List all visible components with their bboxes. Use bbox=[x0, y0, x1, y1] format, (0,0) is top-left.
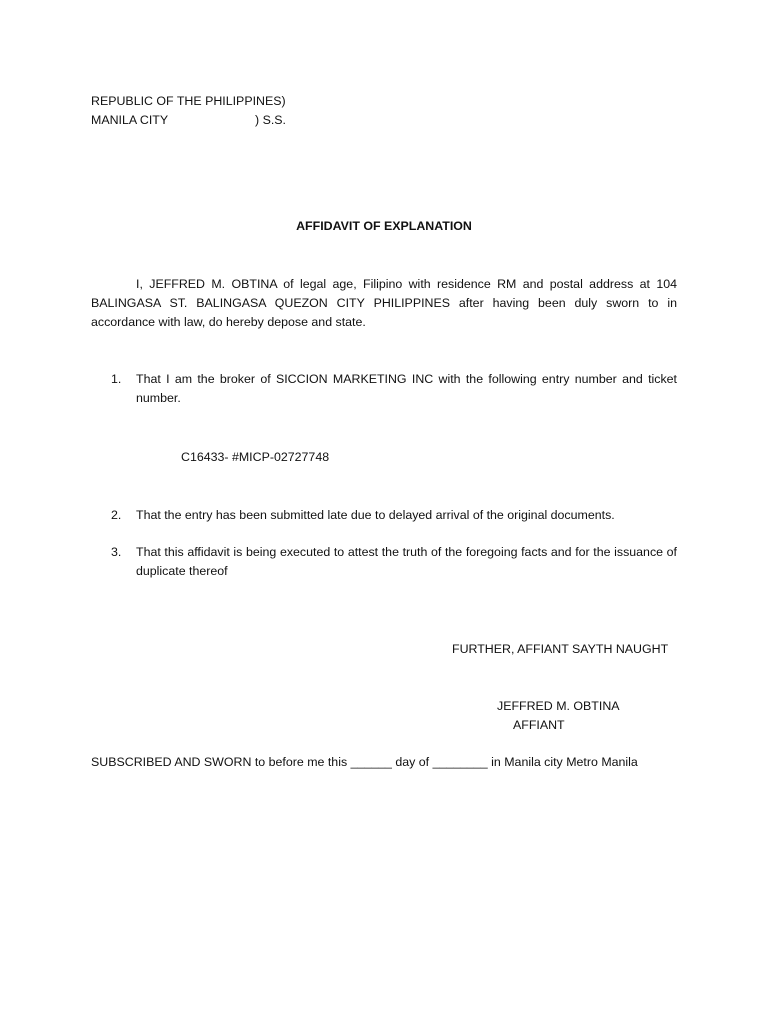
venue-city: MANILA CITY bbox=[91, 113, 169, 127]
document-title: AFFIDAVIT OF EXPLANATION bbox=[296, 219, 472, 233]
venue-country: REPUBLIC OF THE PHILIPPINES) bbox=[91, 94, 286, 108]
item-number: 2. bbox=[111, 508, 122, 522]
list-item bbox=[111, 370, 677, 408]
further-statement: FURTHER, AFFIANT SAYTH NAUGHT bbox=[452, 642, 669, 656]
intro-paragraph: I, JEFFRED M. OBTINA of legal age, Filipino with residence RM and postal address at 104 BALINGASA ST. BALINGASA QUEZON CITY PHILIPPINES after having been duly sworn to in accordance with law, do hereby depose and state. bbox=[91, 277, 677, 329]
venue-line-country bbox=[91, 92, 286, 111]
list-item bbox=[111, 543, 677, 581]
venue-block bbox=[91, 92, 286, 130]
item-number: 1. bbox=[111, 372, 122, 386]
venue-line-city bbox=[91, 111, 286, 130]
affiant-name: JEFFRED M. OBTINA bbox=[497, 699, 620, 713]
entry-number: C16433- #MICP-02727748 bbox=[181, 450, 330, 464]
affiant-label: AFFIANT bbox=[513, 718, 565, 732]
venue-ss: ) S.S. bbox=[255, 113, 286, 127]
jurat-line: SUBSCRIBED AND SWORN to before me this ______ day of ________ in Manila city Metro Manila bbox=[91, 755, 638, 769]
item-text: That the entry has been submitted late due to delayed arrival of the original documents. bbox=[136, 508, 615, 522]
item-text: That I am the broker of SICCION MARKETING INC with the following entry number and ticket number. bbox=[136, 372, 677, 405]
list-item bbox=[111, 506, 677, 525]
item-text: That this affidavit is being executed to attest the truth of the foregoing facts and for the issuance of duplicate thereof bbox=[136, 545, 677, 578]
item-number: 3. bbox=[111, 545, 122, 559]
